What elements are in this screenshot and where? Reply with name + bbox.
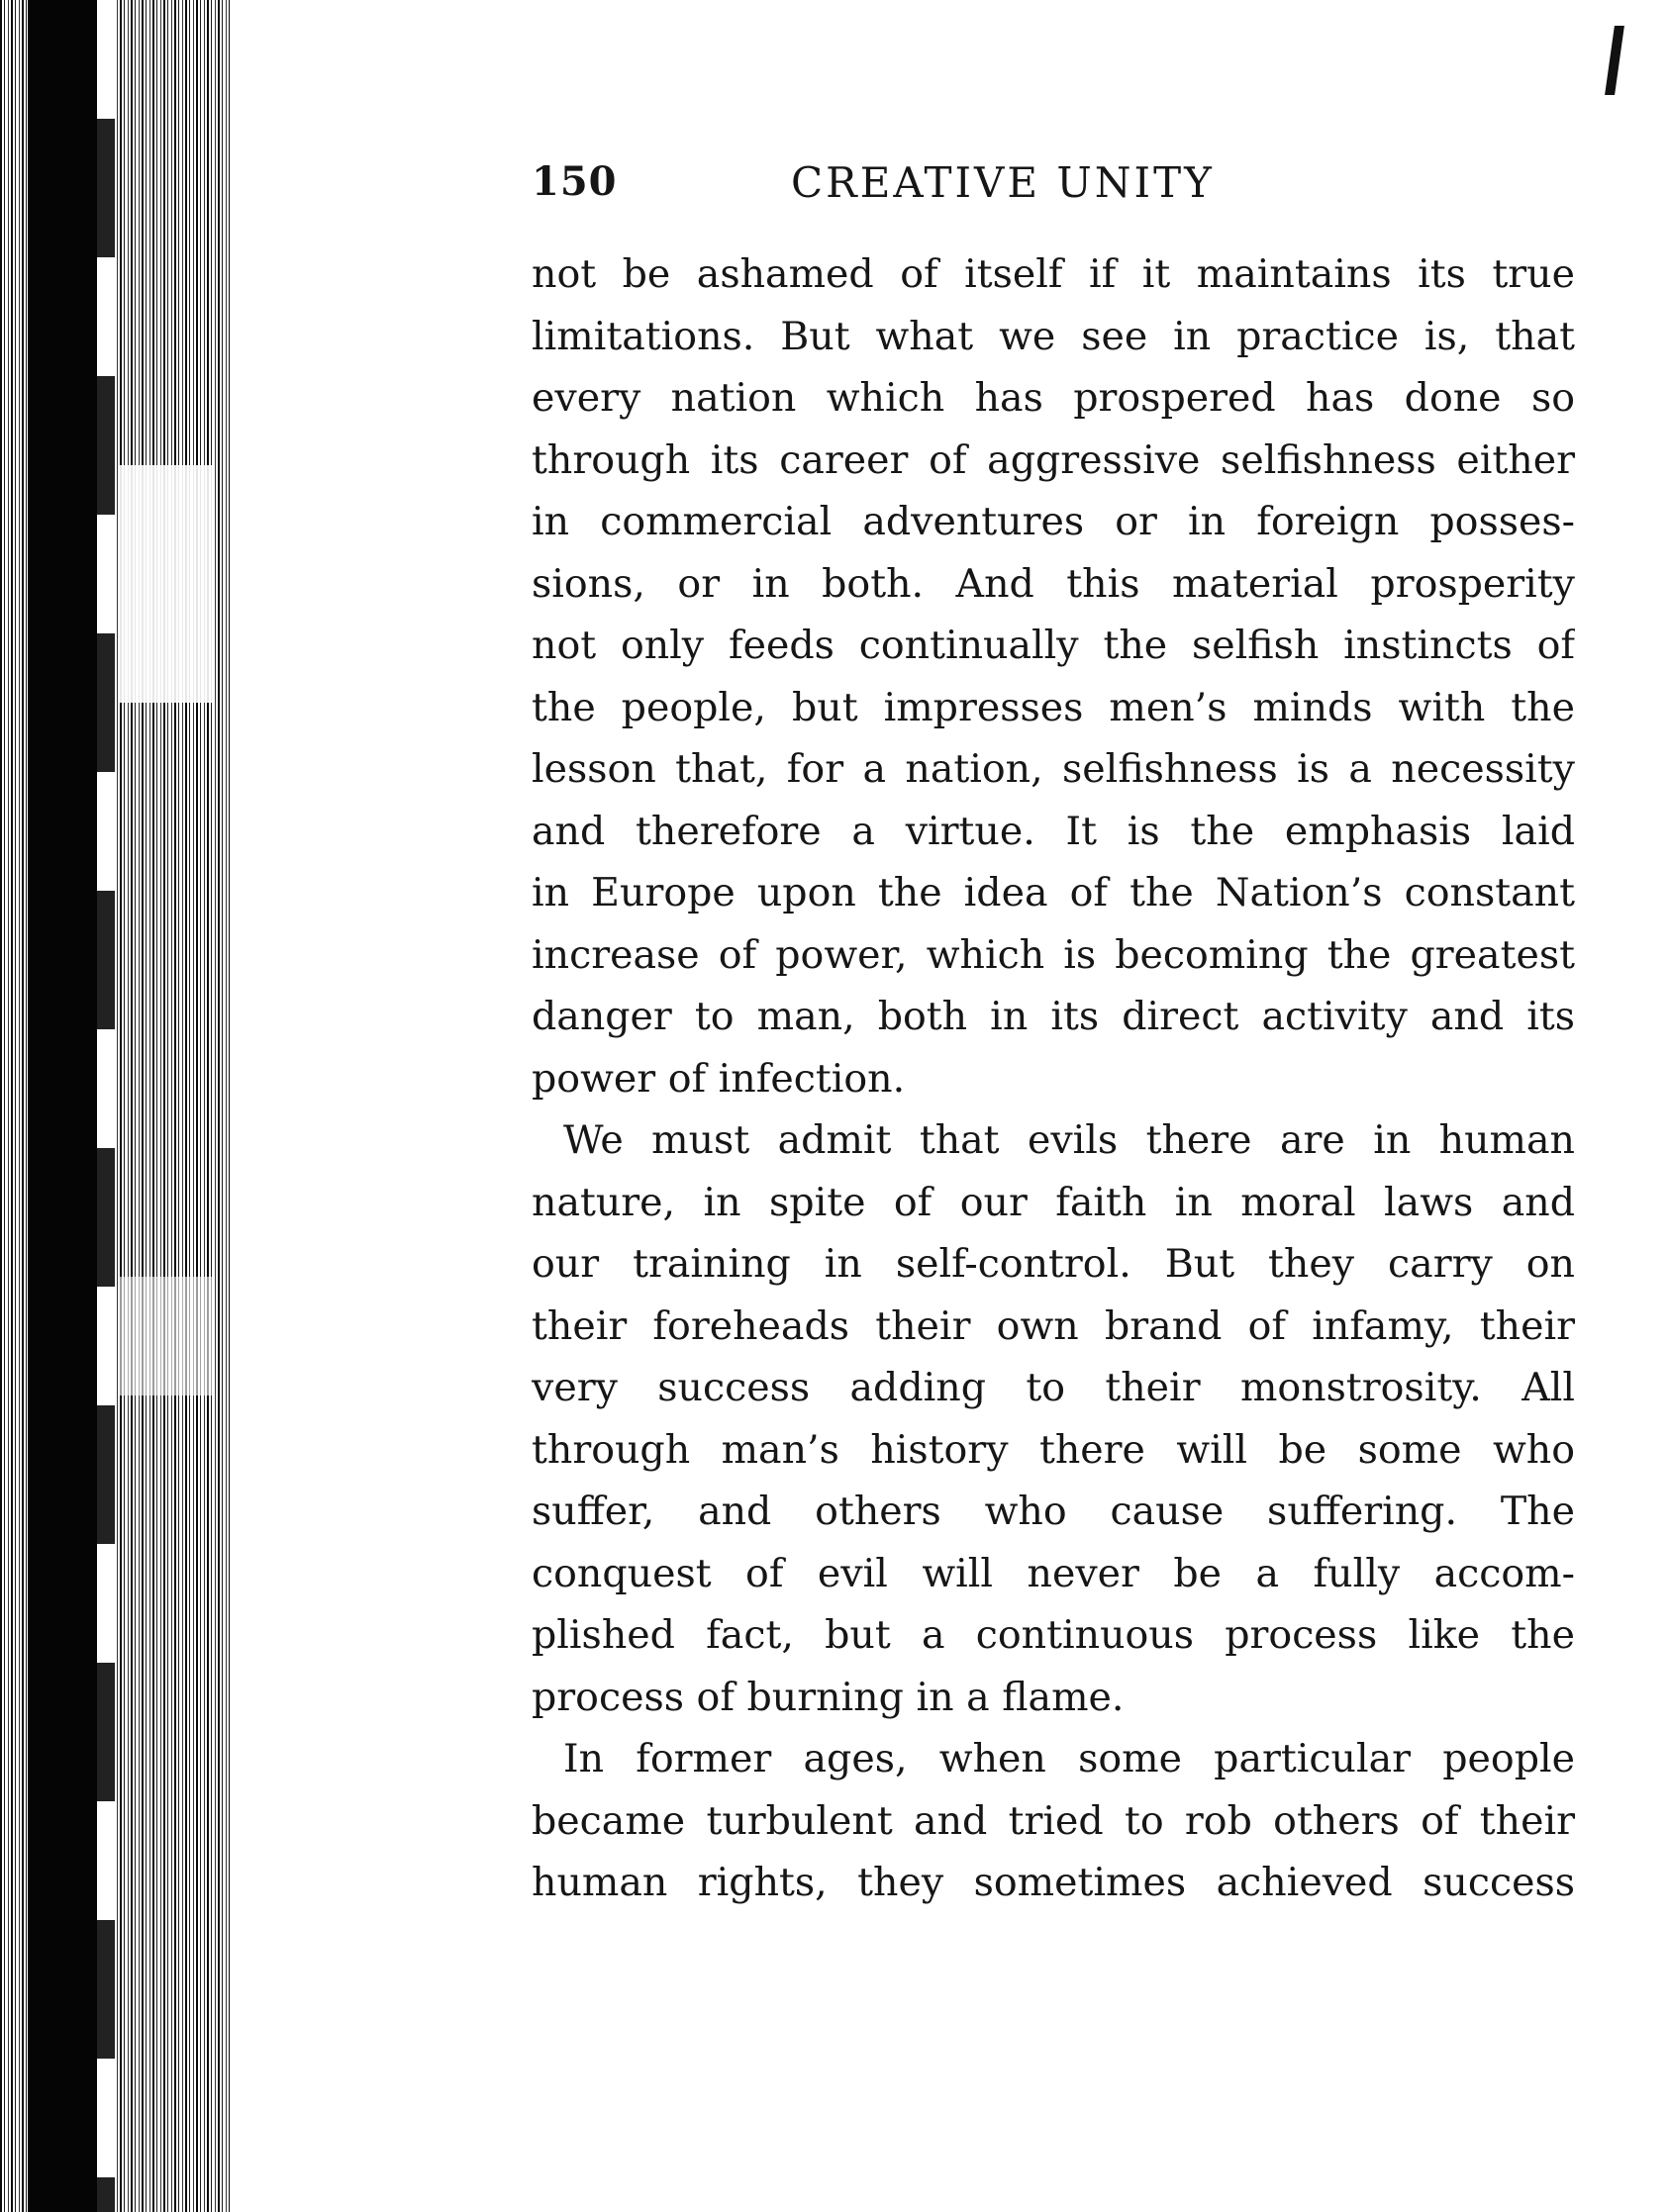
text-line: through its career of aggressive selfishness either: [532, 436, 1575, 483]
text-line: became turbulent and tried to rob others of their: [532, 1797, 1575, 1844]
page-header: [532, 158, 1324, 218]
text-line: In former ages, when some particular people: [563, 1736, 1575, 1781]
binding-highlight: [119, 1277, 214, 1395]
text-line: their foreheads their own brand of infamy, their: [532, 1302, 1575, 1349]
page-number: 150: [532, 158, 618, 205]
text-line: the people, but impresses men’s minds with the: [532, 684, 1575, 730]
text-line: not only feeds continually the selfish instincts of: [532, 623, 1575, 668]
text-line: in commercial adventures or in foreign posses-: [532, 499, 1575, 544]
text-line: suffer, and others who cause suffering. The: [532, 1489, 1575, 1534]
text-line: lesson that, for a nation, selfishness is a necessity: [532, 746, 1575, 792]
text-line: increase of power, which is becoming the greatest: [532, 931, 1575, 978]
text-line: through man’s history there will be some who: [532, 1426, 1575, 1473]
running-title: CREATIVE UNITY: [791, 158, 1215, 207]
text-line: every nation which has prospered has done so: [532, 375, 1575, 421]
scan-corner-mark: [1605, 26, 1624, 95]
text-line: process of burning in a flame.: [532, 1674, 1125, 1720]
text-line: nature, in spite of our faith in moral laws and: [532, 1179, 1575, 1225]
text-line: our training in self-control. But they carry on: [532, 1241, 1575, 1287]
text-line: human rights, they sometimes achieved success: [532, 1860, 1575, 1905]
text-line: plished fact, but a continuous process like the: [532, 1612, 1575, 1658]
binding-highlight: [119, 465, 214, 703]
body-text: [532, 243, 1575, 1914]
text-line: and therefore a virtue. It is the emphasis laid: [532, 808, 1575, 854]
binding-gap: [97, 0, 115, 2212]
text-line: conquest of evil will never be a fully accom-: [532, 1550, 1575, 1596]
binding-shadow: [28, 0, 97, 2212]
text-line: danger to man, both in its direct activity and its: [532, 994, 1575, 1039]
text-line: limitations. But what we see in practice is, that: [532, 313, 1575, 359]
text-line: We must admit that evils there are in human: [563, 1117, 1575, 1163]
text-line: power of infection.: [532, 1055, 906, 1102]
text-line: very success adding to their monstrosity. All: [532, 1365, 1575, 1410]
text-line: not be ashamed of itself if it maintains its true: [532, 251, 1575, 297]
text-line: sions, or in both. And this material prosperity: [532, 560, 1575, 607]
text-line: in Europe upon the idea of the Nation’s constant: [532, 870, 1575, 915]
